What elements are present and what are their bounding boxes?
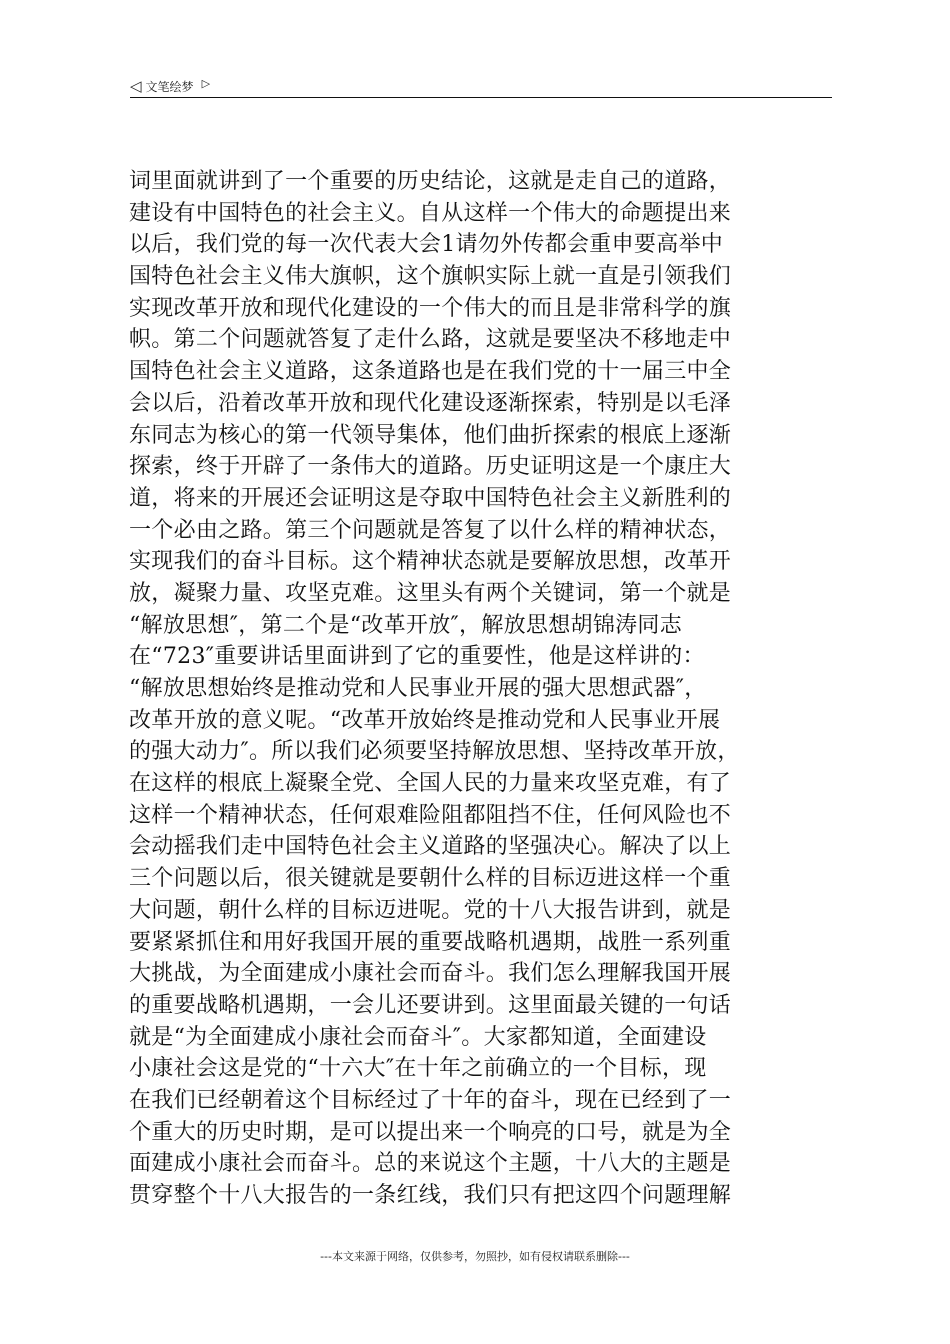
body-line: 在这样的根底上凝聚全党、全国人民的力量来攻坚克难，有了 [129, 771, 732, 797]
body-line: 实现我们的奋斗目标。这个精神状态就是要解放思想，改革开 [129, 549, 732, 575]
body-line: 要紧紧抓住和用好我国开展的重要战略机遇期，战胜一系列重 [129, 929, 732, 955]
body-line: 这样一个精神状态，任何艰难险阻都阻挡不住，任何风险也不 [129, 802, 732, 828]
body-line: 放，凝聚力量、攻坚克难。这里头有两个关键词，第一个就是 [129, 580, 732, 606]
body-line: 贯穿整个十八大报告的一条红线，我们只有把这四个问题理解 [129, 1183, 732, 1208]
body-line: 在“723″重要讲话里面讲到了它的重要性，他是这样讲的： [129, 644, 705, 670]
header-divider [130, 97, 832, 98]
body-line: 国特色社会主义道路，这条道路也是在我们党的十一届三中全 [129, 359, 732, 385]
body-line: 道，将来的开展还会证明这是夺取中国特色社会主义新胜利的 [129, 485, 732, 511]
body-line: 就是“为全面建成小康社会而奋斗″。大家都知道，全面建设 [129, 1024, 707, 1050]
triangle-left-icon: ◁ [130, 76, 142, 95]
body-line: 小康社会这是党的“十六大″在十年之前确立的一个目标，现 [129, 1056, 707, 1082]
body-line: “解放思想″，第二个是“改革开放″，解放思想胡锦涛同志 [129, 612, 683, 638]
body-line: 面建成小康社会而奋斗。总的来说这个主题，十八大的主题是 [129, 1151, 732, 1177]
body-line: 建设有中国特色的社会主义。自从这样一个伟大的命题提出来 [129, 200, 732, 226]
page-header [130, 74, 830, 98]
body-line: 三个问题以后，很关键就是要朝什么样的目标迈进这样一个重 [129, 866, 732, 892]
body-line: 大挑战，为全面建成小康社会而奋斗。我们怎么理解我国开展 [129, 961, 732, 987]
body-line: 大问题，朝什么样的目标迈进呢。党的十八大报告讲到，就是 [129, 897, 732, 923]
page-footer: ---本文来源于网络，仅供参考，勿照抄，如有侵权请联系删除--- [320, 1250, 630, 1263]
body-line: “解放思想始终是推动党和人民事业开展的强大思想武器″， [129, 676, 707, 701]
triangle-right-icon: ▷ [201, 76, 211, 90]
body-line: 会动摇我们走中国特色社会主义道路的坚强决心。解决了以上 [129, 834, 732, 860]
body-line: 东同志为核心的第一代领导集体，他们曲折探索的根底上逐渐 [129, 422, 732, 448]
body-line: 的强大动力″。所以我们必须要坚持解放思想、坚持改革开放， [129, 739, 740, 765]
body-line: 帜。第二个问题就答复了走什么路，这就是要坚决不移地走中 [129, 327, 732, 353]
body-line: 一个必由之路。第三个问题就是答复了以什么样的精神状态， [129, 517, 732, 543]
body-line: 以后，我们党的每一次代表大会1请勿外传都会重申要高举中 [129, 232, 724, 258]
body-line: 在我们已经朝着这个目标经过了十年的奋斗，现在已经到了一 [129, 1087, 732, 1113]
header-title: 文笔绘梦 [145, 79, 194, 94]
body-line: 实现改革开放和现代化建设的一个伟大的而且是非常科学的旗 [129, 295, 732, 321]
document-body [129, 166, 819, 1212]
body-line: 会以后，沿着改革开放和现代化建设逐渐探索，特别是以毛泽 [129, 390, 732, 416]
body-line: 改革开放的意义呢。“改革开放始终是推动党和人民事业开展 [129, 707, 721, 733]
body-line: 个重大的历史时期，是可以提出来一个响亮的口号，就是为全 [129, 1119, 732, 1145]
body-line: 的重要战略机遇期，一会儿还要讲到。这里面最关键的一句话 [129, 992, 732, 1018]
body-line: 国特色社会主义伟大旗帜，这个旗帜实际上就一直是引领我们 [129, 264, 732, 290]
body-line: 探索，终于开辟了一条伟大的道路。历史证明这是一个康庄大 [129, 454, 732, 480]
body-line: 词里面就讲到了一个重要的历史结论，这就是走自己的道路， [129, 169, 732, 194]
